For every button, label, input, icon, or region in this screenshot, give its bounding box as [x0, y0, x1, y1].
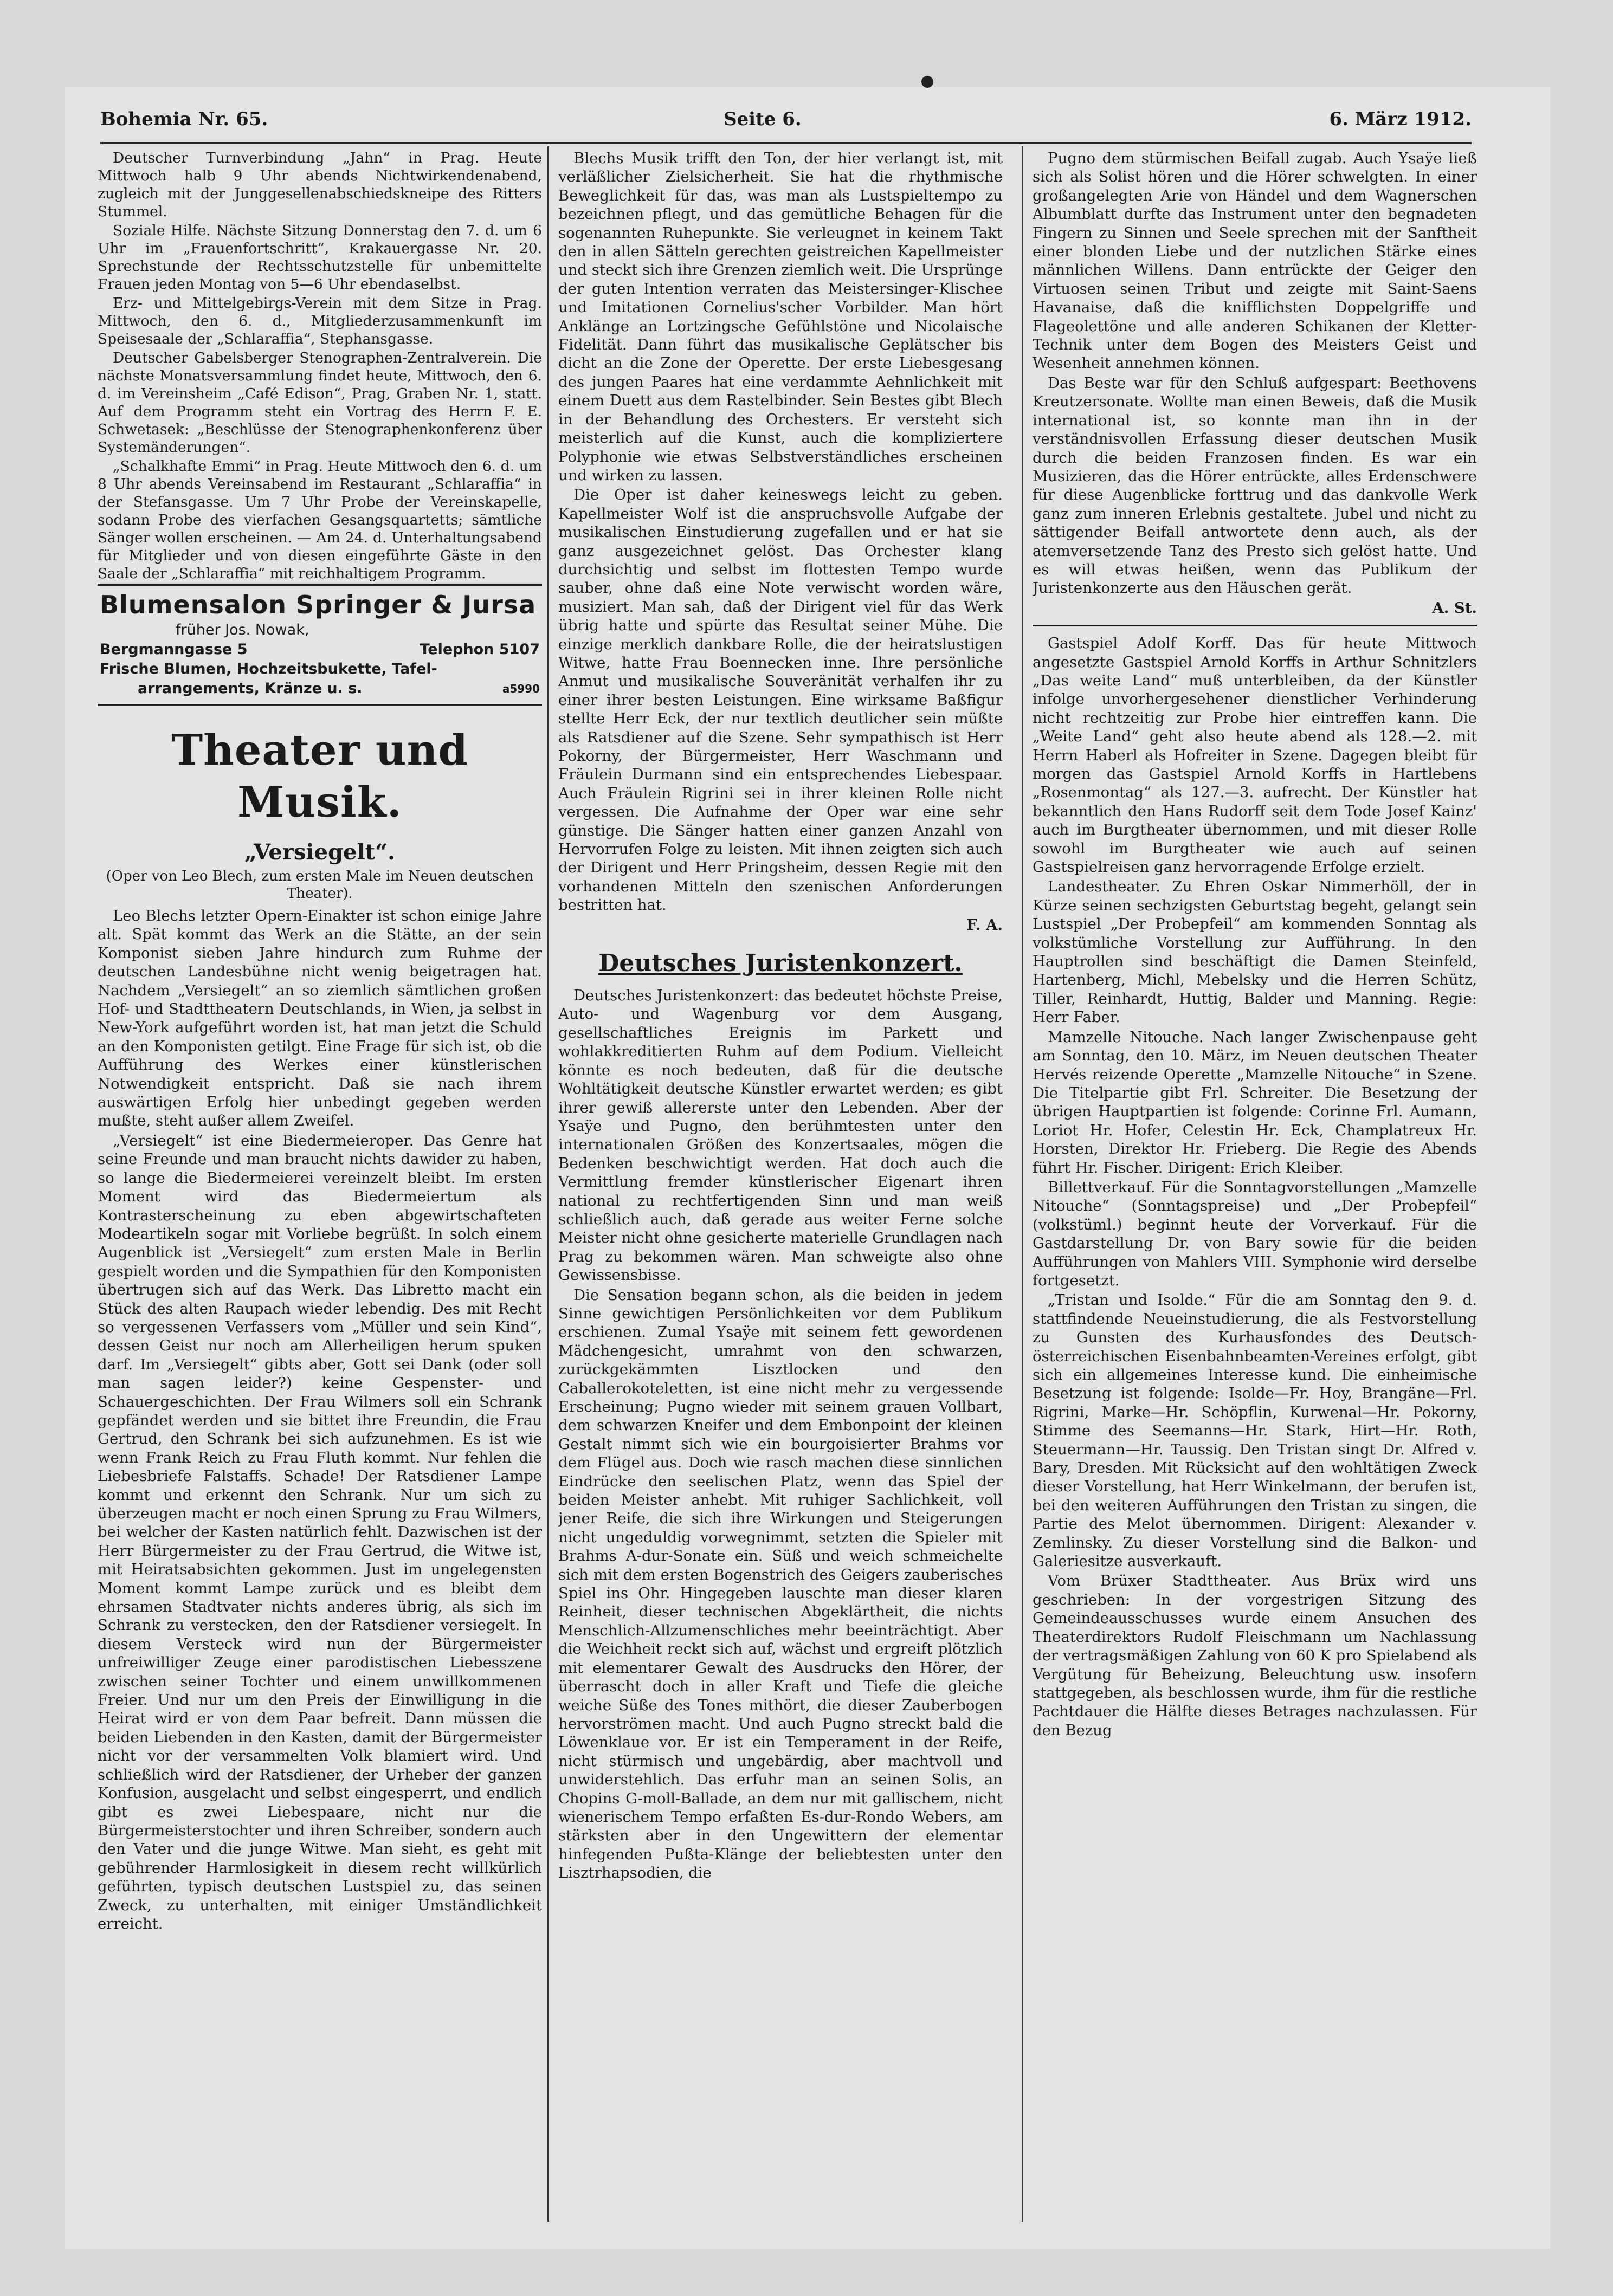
theater-notice: Billettverkauf. Für die Sonntagvorstellungen „Mamzelle Nitouche“ (Sonntagspreise) und „Der Probepfeil“ (volkstüml.) beginnt heute der Vorverkauf. Für die Gastdarstellung Dr. von Bary sowie für die beiden Aufführungen von Mahlers VIII. Symphonie wird derselbe fortgesetzt.	[1033, 1178, 1477, 1289]
article-paragraph: Die Sensation begann schon, als die beiden in jedem Sinne gewichtigen Persönlichkeiten vor dem Publikum erschienen. Zumal Ysaÿe mit seinem fett gewordenen Mädchengesicht, umrahmt von den schwarzen, zurückgekämmten Lisztlocken und den Caballerokoteletten, ist eine nicht mehr zu vergessende Erscheinung; Pugno wieder mit seinem grauen Vollbart, dem schwarzen Kneifer und dem Embonpoint der kleinen Gestalt nimmt sich wie ein bourgoisierter Brahms vor dem Flügel aus. Doch wie rasch machen diese sinnlichen Eindrücke den seelischen Platz, wenn das Spiel der beiden Meister anhebt. Mit ruhiger Sachlichkeit, voll jener Reife, die sich ihre Wirkungen und Steigerungen nicht ungeduldig vorwegnimmt, setzten die Spieler mit Brahms A-dur-Sonate ein. Süß und weich schmeichelte sich mit dem ersten Bogenstrich des Geigers zauberisches Spiel ins Ohr. Hingegeben lauschte man dieser klaren Reinheit, dieser technischen Abgeklärtheit, die nichts Menschlich-Allzumenschliches mehr beeinträchtigt. Aber die Weichheit reckt sich auf, wächst und ergreift plötzlich mit elementarer Gewalt des Ausdrucks den Hörer, der überrascht doch in aller Kraft und Tiefe die gleiche weiche Süße des Tones mithört, die dieser Zauberbogen hervorströmen macht. Und auch Pugno streckt bald die Löwenklaue vor. Er ist ein Temperament in der Reife, nicht stürmisch und ungebärdig, aber machtvoll und unwiderstehlich. Das erfuhr man an seinen Solis, an Chopins G-moll-Ballade, an dem nur mit gallischem, nicht wienerischem Tempo erfaßten Es-dur-Rondo Webers, am stärksten aber in den Ungewittern der elementar hinfegenden Pußta-Klänge der beliebtesten unter den Lisztrhapsodien, die	[558, 1286, 1003, 1882]
ad-former: früher Jos. Nowak,	[176, 622, 309, 638]
divider	[1033, 625, 1477, 626]
article-subtitle: (Oper von Leo Blech, zum ersten Male im Neuen deutschen Theater).	[106, 868, 534, 902]
article-paragraph: Die Oper ist daher keineswegs leicht zu geben. Kapellmeister Wolf ist die anspruchsvolle Aufgabe der musikalischen Einstudierung zugefallen und er hat sie ganz ausgezeichnet gelöst. Das Orchester klang durchsichtig und selbst im flottesten Tempo wurde sauber, ohne daß eine Note verwischt worden wäre, musiziert. Man sah, daß der Dirigent viel für das Werk übrig hatte und spürte das Resultat seiner Mühe. Die einzige merklich dankbare Rolle, die der heiratslustigen Witwe, hatte Frau Boennecken inne. Ihre persönliche Anmut und musikalische Souveränität verhalfen ihr zu einer ihrer besten Leistungen. Eine wirksame Baßfigur stellte Herr Eck, der nur textlich deutlicher sein müßte als Ratsdiener auf die Szene. Sehr sympathisch ist Herr Pokorny, der Bürgermeister, Herr Waschmann und Fräulein Durmann sind ein entsprechendes Liebespaar. Auch Fräulein Rigrini sei in ihrer kleinen Rolle nicht vergessen. Die Aufnahme der Oper war eine sehr günstige. Die Sänger hatten einer ganzen Anzahl von Hervorrufen Folge zu leisten. Mit ihnen zeigten sich auch der Dirigent und Herr Pringsheim, dessen Regie mit den vorhandenen Mitteln den szenischen Anforderungen bestritten hat.	[558, 486, 1003, 914]
article-paragraph: Pugno dem stürmischen Beifall zugab. Auch Ysaÿe ließ sich als Solist hören und die Hörer schwelgten. In einer großangelegten Arie von Händel und dem Wagnerschen Albumblatt durfte das Instrument unter den begnadeten Fingern zu Sinnen und Seele sprechen mit der Sanftheit einer blonden Liebe und der nutzlichen Stärke eines männlichen Willens. Dann entrückte der Geiger den Virtuosen seinen Tribut und zeigte mit Saint-Saens Havanaise, daß die knifflichsten Doppelgriffe und Flageolettöne und alle anderen Schikanen der Kletter-Technik unter dem Bogen des Meisters Geist und Wesenheit annehmen können.	[1033, 150, 1477, 372]
column-1	[98, 149, 542, 2219]
header-page: Seite 6.	[724, 108, 802, 130]
ink-dot	[921, 76, 933, 88]
ad-address: Bergmanngasse 5	[100, 641, 248, 658]
article-paragraph: Blechs Musik trifft den Ton, der hier verlangt ist, mit verläßlicher Zielsicherheit. Sie hat die rhythmische Beweglichkeit für das, was man als Lustspieltempo zu bezeichnen pflegt, und das gemütliche Behagen für die sogenannten Ruhepunkte. Sie verleugnet in keinem Takt den in allen Sätteln gerechten geistreichen Kapellmeister und steckt sich ihre Grenzen ziemlich weit. Die Ursprünge der guten Intention verraten das Meistersinger-Klischee und Imitationen Cornelius'scher Vorbilder. Man hört Anklänge an Lortzingsche Gefühlstöne und Nicolaische Fidelität. Dann führt das musikalische Geplätscher bis dicht an die Zone der Operette. Der erste Liebesgesang des jungen Paares hat eine verdammte Aehnlichkeit mit einem Duett aus dem Rastelbinder. Sein Bestes gibt Blech in der Behandlung des Orchesters. Er versteht sich meisterlich auf die Kunst, auch die kompliziertere Polyphonie wie etwas Selbstverständliches erscheinen und wirken zu lassen.	[558, 150, 1003, 484]
column-2	[558, 149, 1003, 2219]
article-signature: F. A.	[966, 916, 1003, 934]
society-notices	[98, 149, 542, 583]
header-date: 6. März 1912.	[1329, 108, 1472, 130]
column-3	[1033, 149, 1477, 2219]
advertisement	[98, 584, 542, 706]
article-paragraph: Deutsches Juristenkonzert: das bedeutet höchste Preise, Auto- und Wagenburg vor dem Ausgang, gesellschaftliches Ereignis im Parkett und wohlakkreditierten Ruhm auf dem Podium. Vielleicht könnte es noch bedeuten, daß für die deutsche Wohltätigkeit deutsche Künstler erwartet werden; es gibt ihrer gewiß allererste unter den Lebenden. Aber der Ysaÿe und Pugno, den berühmtesten unter den internationalen Größen des Konzertsaales, mögen die Bedenken beschwichtigt werden. Hat doch auch die Vermittlung fremder künstlerischer Eigenart ihren national zu rechtfertigenden Sinn und man weiß schließlich auch, daß gerade aus weiter Ferne solche Meister nicht ohne gesicherte materielle Grundlagen nach Prag zu bekommen wären. Man schweigte also ohne Gewissensbisse.	[558, 987, 1003, 1284]
ad-phone: Telephon 5107	[420, 641, 540, 658]
theater-notice: Mamzelle Nitouche. Nach langer Zwischenpause geht am Sonntag, den 10. März, im Neuen deutschen Theater Hervés reizende Operette „Mamzelle Nitouche“ in Szene. Die Titelpartie gibt Frl. Schreiter. Die Besetzung der übrigen Hauptpartien ist folgende: Corinne Frl. Aumann, Loriot Hr. Hofer, Celestin Hr. Eck, Champlatreux Hr. Horsten, Direktor Hr. Frieberg. Die Regie des Abends führt Hr. Fischer. Dirigent: Erich Kleiber.	[1033, 1028, 1477, 1176]
ad-line: Frische Blumen, Hochzeitsbukette, Tafel-	[100, 661, 437, 677]
ad-code: a5990	[502, 682, 540, 695]
notice: Soziale Hilfe. Nächste Sitzung Donnerstag den 7. d. um 6 Uhr im „Frauenfortschritt“, Krakauergasse Nr. 20. Sprechstunde der Rechtsschutzstelle für unbemittelte Frauen jeden Montag von 5—6 Uhr ebendaselbst.	[98, 222, 542, 293]
notice: Deutscher Turnverbindung „Jahn“ in Prag. Heute Mittwoch halb 9 Uhr abends Nichtwirkendenabend, zugleich mit der Junggesellenabschiedskneipe des Ritters Stummel.	[98, 150, 542, 220]
ad-contact	[100, 640, 540, 659]
article-paragraph: Das Beste war für den Schluß aufgespart: Beethovens Kreutzersonate. Wollte man einen Beweis, daß die Musik international ist, so konnte man ihn in der verständnisvollen Erfassung dieser deutschen Musik durch die beiden Franzosen finden. Es war ein Musizieren, das die Hörer entrückte, alles Erdenschwere für diese Augenblicke forttrug und das dankvolle Werk ganz zum inneren Erlebnis gestaltete. Jubel und nicht zu sättigender Beifall antwortete denn auch, als der atemversetzende Tanz des Presto sich gelöst hatte. Und es will etwas heißen, wenn das Publikum der Juristenkonzerte aus den Häuschen gerät.	[1033, 374, 1477, 597]
column-rule-1	[547, 146, 549, 2222]
section-title: Theater und Musik.	[171, 726, 468, 827]
page-header	[100, 108, 1472, 135]
notice: „Schalkhafte Emmi“ in Prag. Heute Mittwoch den 6. d. um 8 Uhr abends Vereinsabend im Restaurant „Schlaraffia“ in der Stefansgasse. Um 7 Uhr Probe der Vereinskapelle, sodann Probe des vierfachen Gesangsquartetts; sämtliche Sänger wollen erscheinen. — Am 24. d. Unterhaltungsabend für Mitglieder und von diesen eingeführte Gäste in den Saale der „Schlaraffia“ mit reichhaltigem Programm.	[98, 458, 542, 582]
ad-title: Blumensalon Springer & Jursa	[100, 590, 537, 619]
header-rule	[100, 142, 1472, 144]
article-paragraph: Leo Blechs letzter Opern-Einakter ist schon einige Jahre alt. Spät kommt das Werk an die Stätte, an der sein Komponist sieben Jahre hindurch zum Ruhme der deutschen Landesbühne nicht wenig beigetragen hat. Nachdem „Versiegelt“ an so ziemlich sämtlichen großen Hof- und Stadttheatern Deutschlands, in Wien, ja selbst in New-York aufgeführt worden ist, hat man jetzt die Schuld an den Komponisten getilgt. Eine Frage für sich ist, ob die Aufführung des Werkes einer künstlerischen Notwendigkeit entspricht. Daß sie nach ihrem auswärtigen Erfolg hier unbedingt gegeben werden mußte, steht außer allem Zweifel.	[98, 907, 542, 1130]
ad-line: arrangements, Kränze u. s.	[138, 680, 363, 697]
theater-notice: Landestheater. Zu Ehren Oskar Nimmerhöll, der in Kürze seinen sechzigsten Geburtstag begeht, gelangt sein Lustspiel „Der Probepfeil“ am kommenden Sonntag als volkstümliche Vorstellung zur Aufführung. In den Hauptrollen sind beschäftigt die Damen Steinfeld, Hartenberg, Michl, Mebelsky und die Herren Schütz, Tiller, Reinhardt, Huttig, Balder und Manning. Regie: Herr Faber.	[1033, 878, 1477, 1026]
ad-last	[100, 679, 540, 698]
column-rule-2	[1022, 146, 1023, 2222]
article-title: „Versiegelt“.	[244, 839, 396, 865]
notice: Deutscher Gabelsberger Stenographen-Zentralverein. Die nächste Monatsversammlung findet heute, Mittwoch, den 6. d. im Vereinsheim „Café Edison“, Prag, Graben Nr. 1, statt. Auf dem Programm steht ein Vortrag des Herrn F. E. Schwetasek: „Beschlüsse der Stenographenkonferenz über Systemänderungen“.	[98, 350, 542, 456]
theater-notice: „Tristan und Isolde.“ Für die am Sonntag den 9. d. stattfindende Neueinstudierung, die als Festvorstellung zu Gunsten des Kurhausfondes des Deutsch-österreichischen Eisenbahnbeamten-Vereines erfolgt, gibt sich ein allgemeines Interesse kund. Die einheimische Besetzung ist folgende: Isolde—Fr. Hoy, Brangäne—Frl. Rigrini, Marke—Hr. Schöpflin, Kurwenal—Hr. Pokorny, Stimme des Seemanns—Hr. Stark, Hirt—Hr. Roth, Steuermann—Hr. Taussig. Den Tristan singt Dr. Alfred v. Bary, Dresden. Mit Rücksicht auf den wohltätigen Zweck dieser Vorstellung, hat Herr Winkelmann, der berufen ist, bei den weiteren Aufführungen den Tristan zu singen, die Partie des Melot übernommen. Dirigent: Alexander v. Zemlinsky. Zu dieser Vorstellung sind die Balkon- und Galeriesitze ausverkauft.	[1033, 1291, 1477, 1570]
header-issue: Bohemia Nr. 65.	[100, 108, 268, 130]
notice: Erz- und Mittelgebirgs-Verein mit dem Sitze in Prag. Mittwoch, den 6. d., Mitgliederzusammenkunft im Speisesaale der „Schlaraffia“, Stephansgasse.	[98, 295, 542, 347]
theater-notice: Vom Brüxer Stadttheater. Aus Brüx wird uns geschrieben: In der vorgestrigen Sitzung des Gemeindeausschusses wurde einem Ansuchen des Theaterdirektors Rudolf Fleischmann um Nachlassung der vertragsmäßigen Zahlung von 60 K pro Spielabend als Vergütung für Beheizung, Beleuchtung usw. insofern stattgegeben, als beschlossen wurde, ihm für die restliche Pachtdauer die Hälfte dieses Betrages nachzulassen. Für den Bezug	[1033, 1572, 1477, 1739]
theater-notice: Gastspiel Adolf Korff. Das für heute Mittwoch angesetzte Gastspiel Arnold Korffs in Arthur Schnitzlers „Das weite Land“ muß unterbleiben, da der Künstler infolge unvorhergesehener dienstlicher Verhinderung nicht rechtzeitig zur Probe hier eintreffen kann. Die „Weite Land“ geht also heute abend als 128.—2. mit Herrn Haberl als Hofreiter in Szene. Dagegen bleibt für morgen das Gastspiel Arnold Korffs in Hartlebens „Rosenmontag“ als 127.—3. aufrecht. Der Künstler hat bekanntlich den Hans Rudorff seit dem Tode Josef Kainz' auch im Burgtheater übernommen, und mit dieser Rolle sowohl im Burgtheater wie auch auf seinen Gastspielreisen ganz hervorragende Erfolge erzielt.	[1033, 635, 1477, 876]
article-heading: Deutsches Juristenkonzert.	[598, 949, 963, 978]
article-signature: A. St.	[1432, 599, 1477, 617]
article-paragraph: „Versiegelt“ ist eine Biedermeieroper. Das Genre hat seine Freunde und man braucht nichts dawider zu haben, so lange die Biedermeierei vereinzelt bleibt. Im ersten Moment wird das Biedermeiertum als Kontrasterscheinung zu eben abgewirtschafteten Modeartikeln sogar mit Vorliebe begrüßt. In solch einem Augenblick ist „Versiegelt“ zum ersten Male in Berlin gespielt worden und die Sympathien für den Komponisten übertrugen sich auf das Werk. Das Libretto macht ein Stück des alten Raupach wieder lebendig. Des mit Recht so vergessenen Verfassers vom „Müller und sein Kind“, dessen Geist nur noch am Allerheiligen herum spuken darf. Im „Versiegelt“ gibts aber, Gott sei Dank (oder soll man sagen leider?) keine Gespenster- und Schauergeschichten. Der Frau Wilmers soll ein Schrank gepfändet werden und sie bittet ihre Freundin, die Frau Gertrud, den Schrank bei sich aufzunehmen. Es ist wie wenn Frank Reich zu Frau Fluth kommt. Nur fehlen die Liebesbriefe Falstaffs. Schade! Der Ratsdiener Lampe kommt und erkennt den Schrank. Nur um sich zu überzeugen macht er noch einen Sprung zu Frau Wilmers, bei welcher der Kasten natürlich fehlt. Dazwischen ist der Herr Bürgermeister zu der Frau Gertrud, die Witwe ist, mit Heiratsabsichten gekommen. Just im ungelegensten Moment kommt Lampe zurück und es bleibt dem ehrsamen Stadtvater nichts anderes übrig, als sich im Schrank zu verstecken, den der Ratsdiener versiegelt. In diesem Versteck wird nun der Bürgermeister unfreiwilliger Zeuge einer parodistischen Liebesszene zwischen seiner Tochter und einem unwillkommenen Freier. Und nur um den Preis der Einwilligung in die Heirat wird er von dem Paar befreit. Dann müssen die beiden Liebenden in den Kasten, damit der Bürgermeister nicht vor der versammelten Volk blamiert wird. Und schließlich wird der Ratsdiener, der Urheber der ganzen Konfusion, ausgelacht und selbst eingesperrt, und endlich gibt es zwei Liebespaare, nicht nur die Bürgermeisterstochter und ihren Schreiber, sondern auch den Vater und die junge Witwe. Man sieht, es geht mit gebührender Harmlosigkeit in diesem recht willkürlich geführten, typisch deutschen Lustspiel zu, das seinen Zweck, zu unterhalten, mit einiger Umständlichkeit erreicht.	[98, 1131, 542, 1932]
